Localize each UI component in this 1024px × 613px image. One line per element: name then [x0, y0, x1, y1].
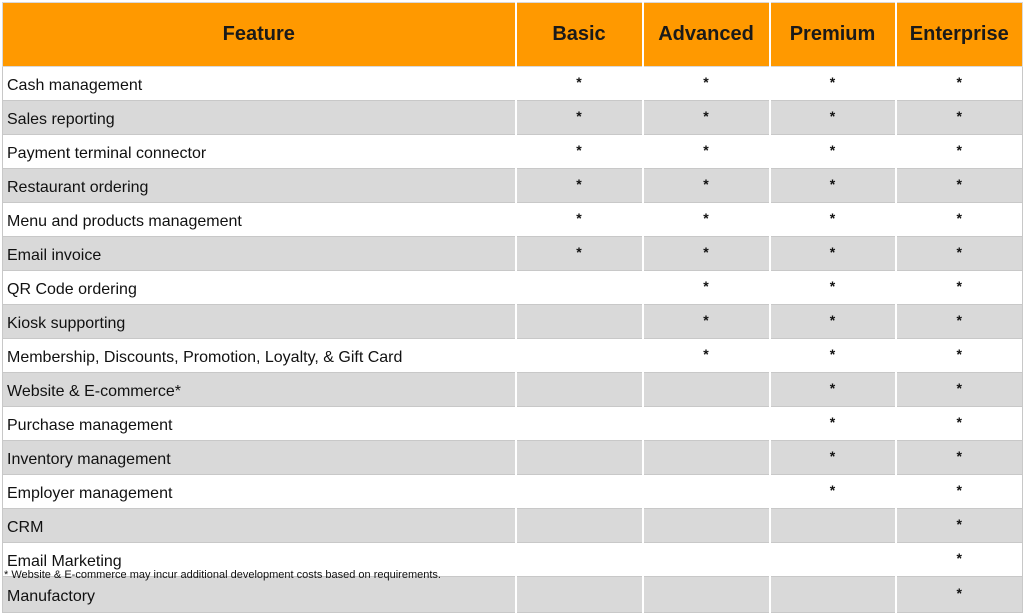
feature-name-cell: Sales reporting: [3, 101, 516, 135]
availability-mark-basic: [516, 475, 643, 509]
availability-mark-premium: *: [770, 339, 896, 373]
feature-name-cell: QR Code ordering: [3, 271, 516, 305]
availability-mark-premium: *: [770, 135, 896, 169]
availability-mark-advanced: [643, 475, 770, 509]
table-row: [3, 509, 1023, 543]
table-row: [3, 373, 1023, 407]
availability-mark-premium: *: [770, 441, 896, 475]
availability-mark-premium: *: [770, 407, 896, 441]
table-row: [3, 203, 1023, 237]
availability-mark-basic: [516, 373, 643, 407]
table-row: [3, 169, 1023, 203]
feature-name-cell: Email invoice: [3, 237, 516, 271]
header-enterprise: Enterprise: [896, 3, 1023, 67]
availability-mark-advanced: [643, 441, 770, 475]
feature-name-cell: Employer management: [3, 475, 516, 509]
availability-mark-basic: *: [516, 67, 643, 101]
availability-mark-premium: *: [770, 67, 896, 101]
availability-mark-basic: [516, 271, 643, 305]
table-row: [3, 135, 1023, 169]
feature-name-cell: Payment terminal connector: [3, 135, 516, 169]
availability-mark-enterprise: *: [896, 203, 1023, 237]
feature-name-cell: Kiosk supporting: [3, 305, 516, 339]
availability-mark-advanced: *: [643, 169, 770, 203]
availability-mark-advanced: *: [643, 101, 770, 135]
availability-mark-premium: *: [770, 305, 896, 339]
table-row: [3, 67, 1023, 101]
availability-mark-enterprise: *: [896, 373, 1023, 407]
feature-name-cell: Website & E-commerce*: [3, 373, 516, 407]
feature-name-cell: Membership, Discounts, Promotion, Loyalty, & Gift Card: [3, 339, 516, 373]
feature-name-cell: Restaurant ordering: [3, 169, 516, 203]
availability-mark-premium: [770, 577, 896, 613]
table-row: [3, 441, 1023, 475]
availability-mark-premium: *: [770, 271, 896, 305]
availability-mark-advanced: [643, 577, 770, 613]
availability-mark-advanced: *: [643, 203, 770, 237]
table-row: [3, 475, 1023, 509]
availability-mark-basic: *: [516, 169, 643, 203]
feature-name-cell: Purchase management: [3, 407, 516, 441]
table-row: [3, 237, 1023, 271]
feature-name-cell: Email Marketing: [3, 543, 516, 577]
header-basic: Basic: [516, 3, 643, 67]
availability-mark-premium: [770, 543, 896, 577]
header-premium: Premium: [770, 3, 896, 67]
availability-mark-basic: [516, 407, 643, 441]
table-row: [3, 101, 1023, 135]
availability-mark-basic: *: [516, 101, 643, 135]
availability-mark-premium: *: [770, 169, 896, 203]
availability-mark-advanced: *: [643, 271, 770, 305]
table-body: [3, 67, 1023, 613]
availability-mark-premium: *: [770, 237, 896, 271]
availability-mark-advanced: *: [643, 135, 770, 169]
availability-mark-enterprise: *: [896, 475, 1023, 509]
feature-comparison-table: [2, 2, 1023, 613]
availability-mark-premium: *: [770, 101, 896, 135]
availability-mark-advanced: *: [643, 67, 770, 101]
availability-mark-basic: *: [516, 203, 643, 237]
feature-name-cell: CRM: [3, 509, 516, 543]
availability-mark-basic: *: [516, 237, 643, 271]
availability-mark-enterprise: *: [896, 135, 1023, 169]
availability-mark-basic: [516, 577, 643, 613]
availability-mark-enterprise: *: [896, 509, 1023, 543]
table-row: [3, 305, 1023, 339]
availability-mark-premium: *: [770, 373, 896, 407]
availability-mark-enterprise: *: [896, 169, 1023, 203]
availability-mark-enterprise: *: [896, 543, 1023, 577]
availability-mark-enterprise: *: [896, 441, 1023, 475]
availability-mark-enterprise: *: [896, 101, 1023, 135]
availability-mark-enterprise: *: [896, 407, 1023, 441]
availability-mark-enterprise: *: [896, 339, 1023, 373]
availability-mark-advanced: *: [643, 339, 770, 373]
availability-mark-advanced: [643, 509, 770, 543]
table-row: [3, 339, 1023, 373]
feature-name-cell: Inventory management: [3, 441, 516, 475]
availability-mark-premium: [770, 509, 896, 543]
availability-mark-advanced: [643, 407, 770, 441]
header-feature: Feature: [3, 3, 516, 67]
table-row: [3, 407, 1023, 441]
availability-mark-advanced: [643, 543, 770, 577]
availability-mark-advanced: *: [643, 305, 770, 339]
availability-mark-enterprise: *: [896, 305, 1023, 339]
header-advanced: Advanced: [643, 3, 770, 67]
availability-mark-premium: *: [770, 475, 896, 509]
availability-mark-advanced: [643, 373, 770, 407]
availability-mark-basic: [516, 305, 643, 339]
availability-mark-enterprise: *: [896, 67, 1023, 101]
availability-mark-basic: *: [516, 135, 643, 169]
availability-mark-enterprise: *: [896, 237, 1023, 271]
table-row: [3, 577, 1023, 613]
feature-name-cell: Manufactory: [3, 577, 516, 613]
availability-mark-enterprise: *: [896, 271, 1023, 305]
table-header-row: [3, 3, 1023, 67]
availability-mark-advanced: *: [643, 237, 770, 271]
feature-name-cell: Menu and products management: [3, 203, 516, 237]
feature-name-cell: Cash management: [3, 67, 516, 101]
availability-mark-basic: [516, 441, 643, 475]
table-row: [3, 271, 1023, 305]
footnote: * Website & E-commerce may incur additional development costs based on requirements.: [4, 569, 441, 581]
availability-mark-basic: [516, 339, 643, 373]
availability-mark-basic: [516, 509, 643, 543]
availability-mark-premium: *: [770, 203, 896, 237]
availability-mark-enterprise: *: [896, 577, 1023, 613]
availability-mark-basic: [516, 543, 643, 577]
